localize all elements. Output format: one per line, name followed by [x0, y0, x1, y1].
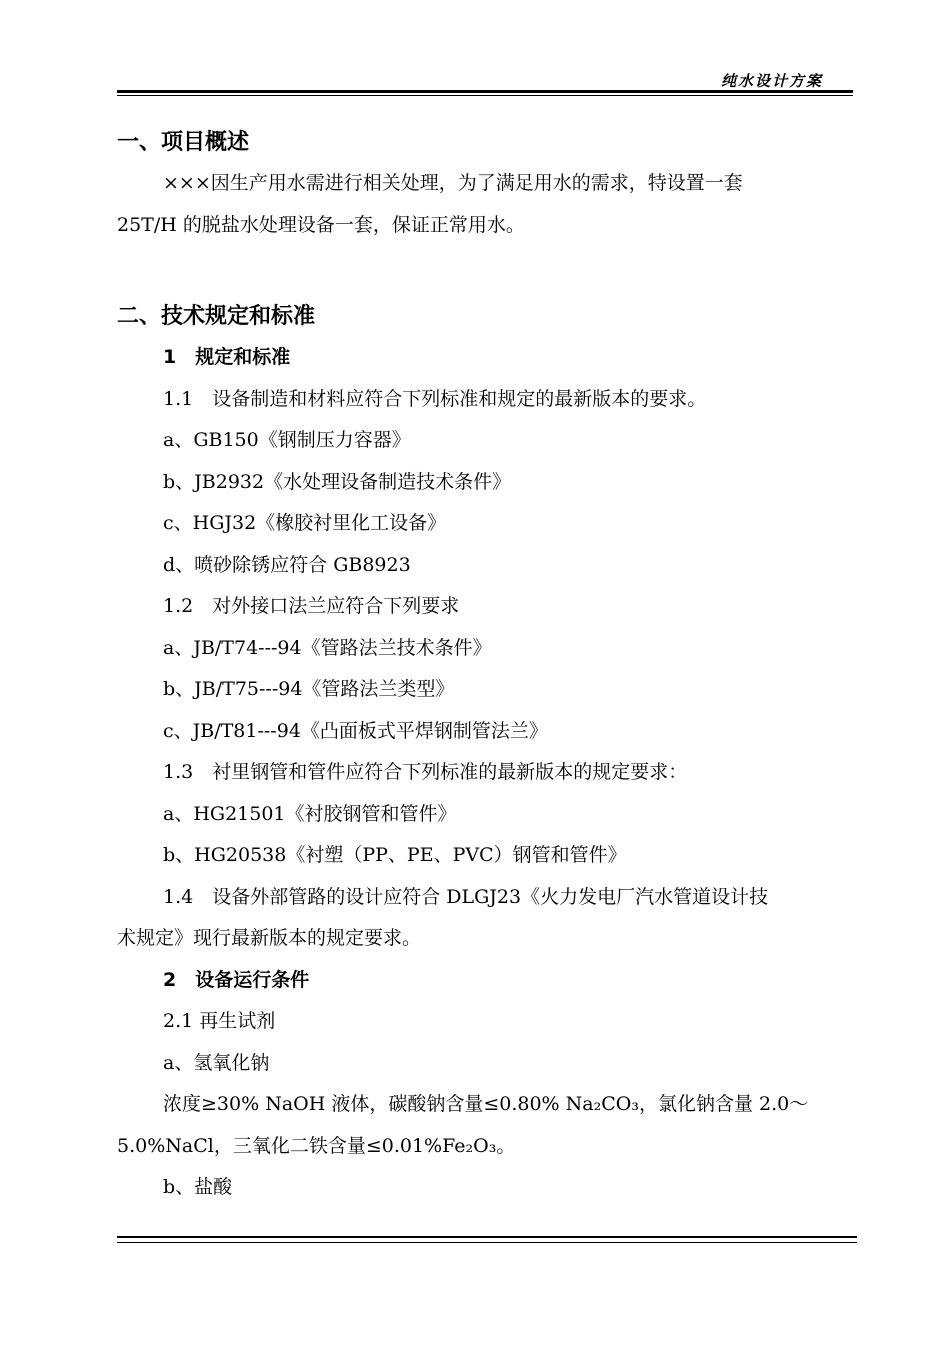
section-gap: [117, 246, 853, 296]
list-item: 1.1 设备制造和材料应符合下列标准和规定的最新版本的要求。: [163, 387, 707, 410]
paragraph-line: 5.0%NaCl，三氧化二铁含量≤0.01%Fe₂O₃。: [117, 1134, 516, 1157]
header-rule: [117, 90, 853, 96]
list-item: a、氢氧化钠: [163, 1051, 270, 1074]
section-title-overview: 一、项目概述: [117, 130, 250, 155]
paragraph-line: 术规定》现行最新版本的规定要求。: [117, 927, 422, 949]
section-title-standards: 二、技术规定和标准: [117, 304, 316, 329]
list-item: 2.1 再生试剂: [163, 1010, 276, 1032]
list-item: a、GB150《钢制压力容器》: [163, 429, 411, 451]
header-title: 纯水设计方案: [720, 72, 823, 90]
list-item: d、喷砂除锈应符合 GB8923: [163, 553, 411, 576]
subheading: 2 设备运行条件: [163, 968, 310, 991]
document-body: [117, 122, 853, 1209]
list-item: b、HG20538《衬塑（PP、PE、PVC）钢管和管件》: [163, 844, 627, 866]
paragraph-line: 浓度≥30% NaOH 液体，碳酸钠含量≤0.80% Na₂CO₃，氯化钠含量 2.0～: [163, 1093, 809, 1115]
page-header: [117, 70, 853, 100]
list-item: b、JB2932《水处理设备制造技术条件》: [163, 470, 512, 493]
list-item: b、盐酸: [163, 1176, 233, 1198]
footer-rule: [117, 1236, 857, 1243]
list-item: 1.3 衬里钢管和管件应符合下列标准的最新版本的规定要求：: [163, 761, 688, 783]
list-item: c、HGJ32《橡胶衬里化工设备》: [163, 512, 447, 534]
paragraph-line: ×××因生产用水需进行相关处理，为了满足用水的需求，特设置一套: [163, 172, 743, 194]
list-item: c、JB/T81---94《凸面板式平焊钢制管法兰》: [163, 719, 548, 742]
paragraph-line: 25T/H 的脱盐水处理设备一套，保证正常用水。: [117, 213, 525, 236]
list-item: 1.2 对外接口法兰应符合下列要求: [163, 595, 460, 617]
paragraph-line: 1.4 设备外部管路的设计应符合 DLGJ23《火力发电厂汽水管道设计技: [163, 885, 769, 908]
subheading: 1 规定和标准: [163, 346, 291, 368]
list-item: a、JB/T74---94《管路法兰技术条件》: [163, 636, 492, 659]
list-item: a、HG21501《衬胶钢管和管件》: [163, 802, 457, 825]
list-item: b、JB/T75---94《管路法兰类型》: [163, 678, 455, 700]
